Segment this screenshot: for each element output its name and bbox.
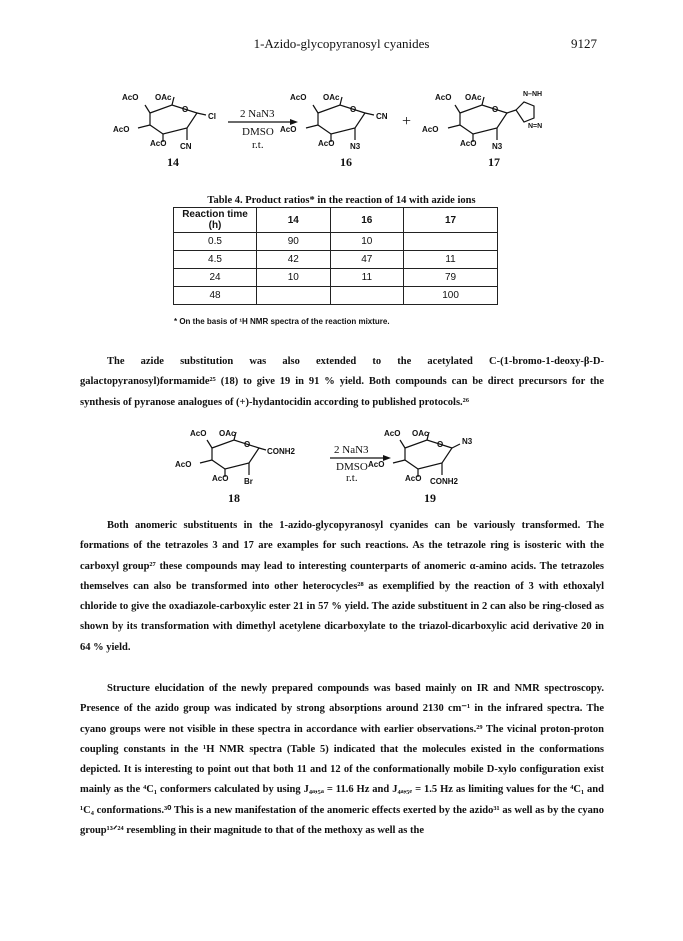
paragraph-text: The azide substitution was also extended to the acetylated C-(1-bromo-1-deoxy-β-D-galactopyranosyl)formamide²⁵ (18) to give 19 in 91 % yield. Both compounds can be direct precursors for the synthesis of pyranose analogues of (+)-hydantocidin according to published protocols.²⁶ (80, 356, 604, 408)
table-cell (404, 233, 498, 251)
compound-label: 19 (424, 491, 436, 505)
aco-label: AcO (290, 93, 307, 102)
table-cell: 0.5 (174, 233, 257, 251)
table-footnote: * On the basis of ¹H NMR spectra of the reaction mixture. (174, 317, 390, 326)
table-row (174, 233, 498, 251)
table-header-cell: 17 (404, 208, 498, 233)
ring-oxygen: O (437, 440, 444, 449)
aco-label: AcO (113, 125, 130, 134)
table-cell: 24 (174, 269, 257, 287)
table-row (174, 269, 498, 287)
body-paragraph-1 (80, 352, 604, 413)
oac-label: OAc (412, 429, 429, 438)
table-cell: 10 (257, 269, 331, 287)
n3-label: N3 (492, 142, 503, 151)
table-header-cell: 14 (257, 208, 331, 233)
reaction-scheme-1 (0, 80, 683, 190)
table-cell: 100 (404, 287, 498, 305)
aco-label: AcO (212, 474, 229, 483)
table-cell: 90 (257, 233, 331, 251)
oac-label: OAc (155, 93, 172, 102)
product-ratio-table (173, 207, 498, 305)
ring-oxygen: O (244, 440, 251, 449)
oac-label: OAc (219, 429, 236, 438)
aco-label: AcO (405, 474, 422, 483)
aco-label: AcO (368, 460, 385, 469)
table-cell: 47 (330, 251, 404, 269)
cl-label: Cl (208, 112, 216, 121)
table-cell: 11 (404, 251, 498, 269)
aco-label: AcO (422, 125, 439, 134)
table-cell: 48 (174, 287, 257, 305)
paragraph-text: Structure elucidation of the newly prepared compounds was based mainly on IR and NMR spectroscopy. Presence of the azido group was indicated by strong absorptions around 2130 cm⁻¹ in the infrared spectra. The cyano groups were not visible in these spectra in accordance with earlier observations.²⁹ The vicinal proton-proton coupling constants in the ¹H NMR spectra (Table 5) indicated that the molecules existed in the conformations depicted. It is interesting to point out that both 11 and 12 of the conformationally mobile D-xylo configuration exist mainly as the ⁴C₁ conformers calculated by using J₄ₐ,₅ₐ = 11.6 Hz and J₄ₐ,₅ₑ = 1.5 Hz as limiting values for the ⁴C₁ and ¹C₄ conformations.³⁰ This is a new manifestation of the anomeric effects exerted by the azido³¹ as well as by the cyano group¹³ᐟ²⁴ resembling in their magnitude to that of the methoxy as well as the (80, 683, 604, 837)
table-caption: Table 4. Product ratios* in the reaction of 14 with azide ions (207, 195, 476, 206)
tetrazole-nn-label: N=N (528, 123, 543, 130)
table-header-cell: 16 (330, 208, 404, 233)
running-title: 1-Azido-glycopyranosyl cyanides (253, 36, 430, 51)
conh2-label: CONH2 (267, 447, 296, 456)
reagent-bottom: DMSO (336, 461, 368, 473)
conh2-label: CONH2 (430, 477, 459, 486)
compound-label: 17 (488, 155, 500, 169)
ring-oxygen: O (350, 105, 357, 114)
page-number: 9127 (571, 36, 597, 51)
reaction-condition: r.t. (346, 472, 358, 484)
aco-label: AcO (150, 139, 167, 148)
table-cell (330, 287, 404, 305)
table-cell: 10 (330, 233, 404, 251)
cn-label: CN (180, 142, 192, 151)
aco-label: AcO (435, 93, 452, 102)
plus-sign: + (402, 113, 412, 130)
reagent-top: 2 NaN3 (334, 444, 369, 456)
br-label: Br (244, 477, 253, 486)
table-cell: 42 (257, 251, 331, 269)
table-cell: 4.5 (174, 251, 257, 269)
n3-label: N3 (462, 437, 473, 446)
reaction-scheme-2 (0, 418, 683, 508)
aco-label: AcO (175, 460, 192, 469)
table-row (174, 287, 498, 305)
aco-label: AcO (280, 125, 297, 134)
paragraph-text: Both anomeric substituents in the 1-azido-glycopyranosyl cyanides can be variously transformed. The formations of the tetrazoles 3 and 17 are examples for such reactions. As the tetrazole ring is isosteric with the carboxyl group²⁷ these compounds may lead to interesting counterparts of anomeric α-amino acids. The tetrazoles themselves can also be transformed into other heterocycles²⁸ as exemplified by the reaction of 3 with ethoxalyl chloride to give the oxadiazole-carboxylic ester 21 in 57 % yield. The azide substituent in 2 can also be ring-closed as shown by its transformation with dimethyl acetylene dicarboxylate to the triazol-dicarboxylic acid derivative 20 in 64 % yield. (80, 520, 604, 653)
ring-oxygen: O (182, 105, 189, 114)
table-row (174, 251, 498, 269)
aco-label: AcO (190, 429, 207, 438)
reagent-bottom: DMSO (242, 126, 274, 138)
cn-label: CN (376, 112, 388, 121)
reaction-condition: r.t. (252, 139, 264, 151)
body-paragraph-3 (80, 679, 604, 841)
reagent-top: 2 NaN3 (240, 108, 275, 120)
aco-label: AcO (460, 139, 477, 148)
ring-oxygen: O (492, 105, 499, 114)
compound-label: 18 (228, 491, 240, 505)
oac-label: OAc (323, 93, 340, 102)
table-cell (257, 287, 331, 305)
compound-label: 16 (340, 155, 352, 169)
oac-label: OAc (465, 93, 482, 102)
compound-label: 14 (167, 155, 179, 169)
n3-label: N3 (350, 142, 361, 151)
table-cell: 11 (330, 269, 404, 287)
table-header-row (174, 208, 498, 233)
body-paragraph-2 (80, 516, 604, 658)
tetrazole-nnh-label: N–NH (523, 91, 543, 98)
table-cell: 79 (404, 269, 498, 287)
aco-label: AcO (122, 93, 139, 102)
aco-label: AcO (384, 429, 401, 438)
aco-label: AcO (318, 139, 335, 148)
table-header-cell: Reaction time (h) (174, 208, 257, 233)
